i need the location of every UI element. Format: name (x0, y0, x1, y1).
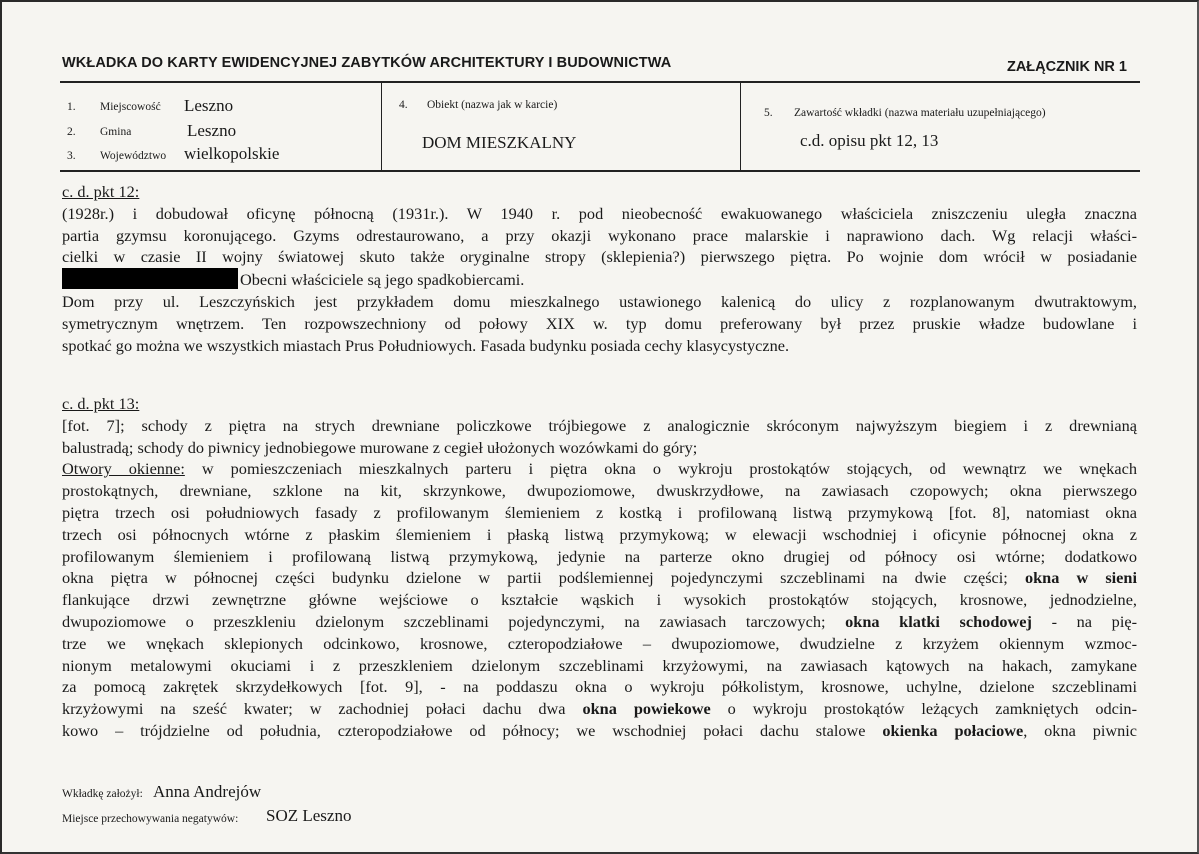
field-3-label: Województwo (100, 150, 167, 162)
field-4-number: 4. (399, 99, 408, 111)
field-2-number: 2. (67, 126, 76, 138)
author-label: Wkładkę założył: (62, 788, 143, 800)
field-3-value: wielkopolskie (184, 144, 280, 163)
section-12-heading: c. d. pkt 12: (62, 182, 140, 201)
text-line: trze we wnękach sklepionych odcinkowo, krosnowe, czteropodziałowe – dwupoziomowe, dwudzielne z krzyżem okiennym wzmoc- (62, 633, 1137, 653)
bold-term: okna w sieni (1024, 568, 1137, 588)
field-1-number: 1. (67, 101, 76, 113)
text-line (62, 458, 1137, 480)
text-line: symetrycznym wnętrzem. Ten rozpowszechniony od połowy XIX w. typ domu preferowany był przez pruskie władze budowlane i (62, 313, 1137, 333)
text-line: flankujące drzwi zewnętrzne główne wejściowe o kształcie wąskich i wysokich prostokątów stojących, krosnowe, jednodzielne, (62, 590, 1137, 610)
negatives-storage-label: Miejsce przechowywania negatywów: (62, 813, 239, 825)
field-5-number: 5. (764, 107, 773, 119)
text-line-redacted (62, 268, 1137, 291)
section-13-heading: c. d. pkt 13: (62, 394, 140, 413)
section-13 (62, 393, 1137, 742)
field-divider-1 (381, 82, 382, 171)
text-line: balustradą; schody do piwnicy jednobiegowe murowane z cegieł ułożonych wozówkami do góry; (62, 437, 698, 457)
header-top-rule (60, 81, 1140, 83)
text-line: profilowanym ślemieniem i profilowaną listwą przymykową, jedynie na parterze okno drugiej od północy osi wtórne; dodatkowo (62, 546, 1137, 566)
negatives-storage-value: SOZ Leszno (266, 806, 352, 825)
text-fragment: , okna piwnic (1023, 720, 1138, 740)
field-1-label: Miejscowość (100, 101, 161, 113)
text-line: (1928r.) i dobudował oficynę północną (1931r.). W 1940 r. pod nieobecność ewakuowanego właściciela zniszczeniu uległa znaczna (62, 203, 1137, 223)
field-1-value: Leszno (184, 96, 234, 115)
text-line (62, 698, 1137, 720)
bold-term: okna powiekowe (582, 699, 711, 719)
field-2-label: Gmina (100, 126, 132, 138)
text-line: nionym metalowymi okuciami i z przeszkleniem dzielonym szczeblinami krzyżowymi, na zawiasach kątowych na hakach, zamykane (62, 655, 1137, 675)
text-fragment: kowo – trójdzielne od południa, czteropodziałowe od północy; we wschodniej połaci dachu stalowe (62, 720, 883, 740)
text-line: [fot. 7]; schody z piętra na strych drewniane policzkowe trójbiegowe z analogicznie skróconym najwyższym biegiem i z drewnianą (62, 415, 1137, 435)
document-title: WKŁADKA DO KARTY EWIDENCYJNEJ ZABYTKÓW ARCHITEKTURY I BUDOWNICTWA (62, 55, 672, 71)
field-4-value: DOM MIESZKALNY (422, 133, 577, 152)
field-3-number: 3. (67, 150, 76, 162)
field-5-value: c.d. opisu pkt 12, 13 (800, 131, 939, 150)
text-line: piętra trzech osi południowych fasady z profilowanym ślemieniem z kostką i profilowaną listwą przymykową [fot. 8], natomiast okna (62, 502, 1137, 522)
text-line (62, 720, 1137, 742)
text-fragment: Obecni właściciele są jego spadkobiercami. (240, 270, 525, 290)
text-fragment: okna piętra w północnej części budynku dzielone w partii podślemiennej pojedynczymi szczeblinami na dwie części; (62, 568, 1025, 588)
text-fragment: dwupoziomowe o przeszkleniu dzielonym szczeblinami pojedynczymi, na zawiasach tarczowych; (62, 611, 846, 631)
windows-heading: Otwory okienne: (62, 459, 185, 479)
section-12 (62, 181, 1137, 356)
text-line: Dom przy ul. Leszczyńskich jest przykładem domu mieszkalnego ustawionego kalenicą do ulicy z rozplanowanym dwutraktowym, (62, 291, 1137, 311)
text-line (62, 611, 1137, 633)
field-4-label: Obiekt (nazwa jak w karcie) (427, 99, 558, 111)
text-line: spotkać go można we wszystkich miastach Prus Południowych. Fasada budynku posiada cechy klasycystyczne. (62, 335, 790, 355)
text-fragment: o wykroju prostokątów leżących zamkniętych odcin- (710, 699, 1137, 719)
bold-term: okna klatki schodowej (845, 611, 1032, 631)
header-bottom-rule (60, 170, 1140, 172)
field-5-label: Zawartość wkładki (nazwa materiału uzupełniającego) (794, 107, 1046, 119)
field-divider-2 (740, 82, 741, 171)
text-line (62, 567, 1137, 589)
text-line: za pomocą zakrętek skrzydełkowych [fot. 9], - na poddaszu okna o wykroju półkolistym, krosnowe, uchylne, dzielone szczeblinami (62, 677, 1137, 697)
text-line: trzech osi północnych wtórne z płaskim ślemieniem i płaską listwą przymykową; w elewacji wschodniej i oficynie północnej okna z (62, 524, 1137, 544)
annex-label: ZAŁĄCZNIK NR 1 (1006, 59, 1127, 75)
text-line: cielki w czasie II wojny światowej skuto także oryginalne stropy (sklepienia?) pierwszego piętra. Po wojnie dom wrócił w posiadanie (62, 247, 1137, 267)
field-2-value: Leszno (187, 121, 237, 140)
text-line: partia gzymsu koronującego. Gzyms odrestaurowano, a przy okazji wykonano prace malarskie i naprawiono dach. Wg relacji właści- (62, 225, 1137, 245)
text-fragment: - na pię- (1031, 611, 1137, 631)
text-fragment: w pomieszczeniach mieszkalnych parteru i piętra okna o wykroju prostokątów stojących, od wewnątrz we wnękach (184, 459, 1138, 479)
redaction-box (62, 268, 238, 289)
text-line: prostokątnych, drewniane, szklone na kit, skrzynkowe, dwupoziomowe, dwuskrzydłowe, na zawiasach czopowych; okna pierwszego (62, 481, 1137, 501)
text-fragment: krzyżowymi na sześć kwater; w zachodniej połaci dachu dwa (62, 699, 583, 719)
author-value: Anna Andrejów (153, 782, 262, 801)
bold-term: okienka połaciowe (882, 720, 1024, 740)
